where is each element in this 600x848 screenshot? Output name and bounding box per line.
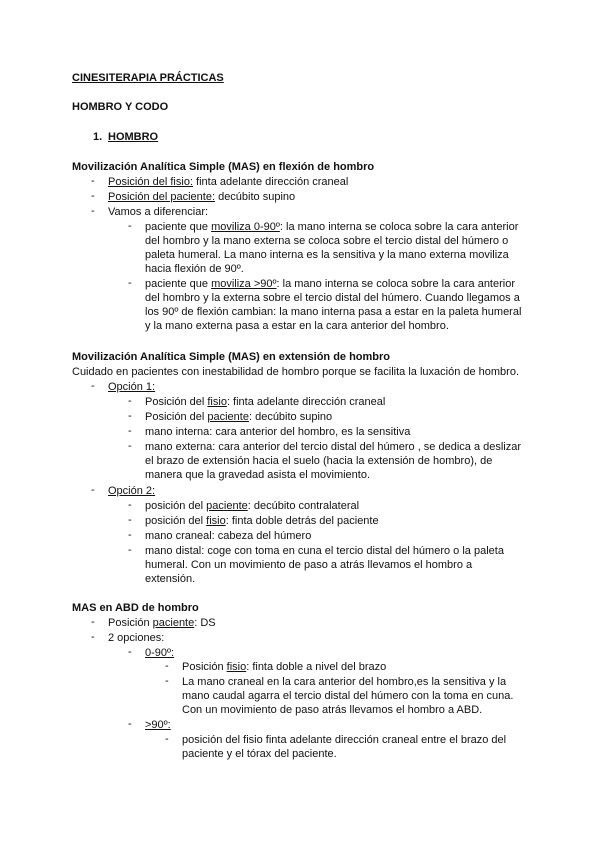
bullet-dash: - [128, 440, 132, 452]
list-item: mano distal: coge con toma en cuna el tercio distal del húmero o la paleta [145, 545, 504, 557]
bullet-dash: - [91, 380, 95, 392]
text-line: del hombro y la mano externa se coloca sobre el tercio distal del húmero o [145, 235, 509, 247]
bullet-dash: - [128, 220, 132, 232]
doc-title: CINESITERAPIA PRÁCTICAS [72, 72, 224, 84]
bullet-dash: - [128, 410, 132, 422]
bullet-dash: - [128, 544, 132, 556]
bullet-dash: - [165, 733, 169, 745]
text-line: del hombro y la externa sobre el tercio distal del húmero. Cuando llegamos a [145, 292, 520, 304]
list-item: mano externa: cara anterior del tercio distal del húmero , se dedica a deslizar [145, 441, 522, 453]
list-item: Vamos a diferenciar: [108, 206, 209, 218]
list-item: mano craneal: cabeza del húmero [145, 530, 312, 542]
list-item: Posición fisio: finta doble a nivel del brazo [182, 661, 387, 673]
text-line: el brazo de extensión hacia el suelo (hacia la extensión de hombro), de [145, 455, 493, 467]
list-item: Posición paciente: DS [108, 617, 216, 629]
list-item: Posición del paciente: decúbito supino [108, 191, 296, 203]
bullet-dash: - [91, 616, 95, 628]
option-1-label: Opción 1: [108, 381, 156, 393]
text-line: manera que la gravedad asista el movimiento. [145, 469, 371, 481]
bullet-dash: - [128, 529, 132, 541]
heading-abd: MAS en ABD de hombro [72, 602, 199, 614]
text-line: humeral. Con un movimiento de paso a atrás llevamos el hombro a [145, 559, 473, 571]
list-item: Posición del fisio: finta adelante dirección craneal [108, 176, 349, 188]
list-item: posición del paciente: decúbito contralateral [145, 500, 360, 512]
bullet-dash: - [128, 425, 132, 437]
text-line: los 90º de flexión cambian: la mano interna pasa a estar en la paleta humeral [145, 306, 522, 318]
option-2-label: Opción 2: [108, 485, 156, 497]
bullet-dash: - [128, 514, 132, 526]
list-item: Posición del fisio: finta adelante dirección craneal [145, 396, 386, 408]
text-line: mano caudal agarra el tercio distal del húmero con la toma en cuna. [182, 690, 514, 702]
bullet-dash: - [91, 631, 95, 643]
bullet-dash: - [91, 484, 95, 496]
bullet-dash: - [91, 175, 95, 187]
list-item: paciente que moviliza >90º: la mano interna se coloca sobre la cara anterior [145, 278, 515, 290]
range-label-0-90: 0-90º: [145, 647, 175, 659]
text-line: y la mano externa pasa a estar en la cara anterior del hombro. [145, 320, 449, 332]
text-line: extensión. [145, 573, 196, 585]
text-line: hacia flexión de 90º. [145, 263, 244, 275]
section-number: 1. [93, 131, 103, 143]
bullet-dash: - [128, 646, 132, 658]
list-item: posición del fisio: finta doble detrás del paciente [145, 515, 379, 527]
bullet-dash: - [128, 395, 132, 407]
bullet-dash: - [128, 277, 132, 289]
bullet-dash: - [91, 190, 95, 202]
bullet-dash: - [165, 660, 169, 672]
list-item: paciente que moviliza 0-90º: la mano interna se coloca sobre la cara anterior [145, 221, 519, 233]
list-item: La mano craneal en la cara anterior del hombro,es la sensitiva y la [182, 676, 507, 688]
text-line: paciente y el tórax del paciente. [182, 748, 337, 760]
text-line: paleta humeral. La mano interna es la sensitiva y la mano externa moviliza [145, 249, 509, 261]
doc-subtitle: HOMBRO Y CODO [72, 101, 169, 113]
text-line: Con un movimiento de paso atrás llevamos el hombro a ABD. [182, 704, 483, 716]
heading-extension: Movilización Analítica Simple (MAS) en extensión de hombro [72, 351, 391, 363]
heading-flexion: Movilización Analítica Simple (MAS) en flexión de hombro [72, 161, 375, 173]
list-item: Posición del paciente: decúbito supino [145, 411, 333, 423]
bullet-dash: - [91, 205, 95, 217]
bullet-dash: - [128, 718, 132, 730]
list-item: mano interna: cara anterior del hombro, es la sensitiva [145, 426, 411, 438]
list-item: 2 opciones: [108, 632, 165, 644]
range-label-over-90: >90º: [145, 719, 171, 731]
list-item: posición del fisio finta adelante dirección craneal entre el brazo del [182, 734, 507, 746]
bullet-dash: - [165, 675, 169, 687]
bullet-dash: - [128, 499, 132, 511]
intro-text: Cuidado en pacientes con inestabilidad de hombro porque se facilita la luxación de hombro. [72, 366, 520, 378]
section-title: HOMBRO [108, 131, 159, 143]
